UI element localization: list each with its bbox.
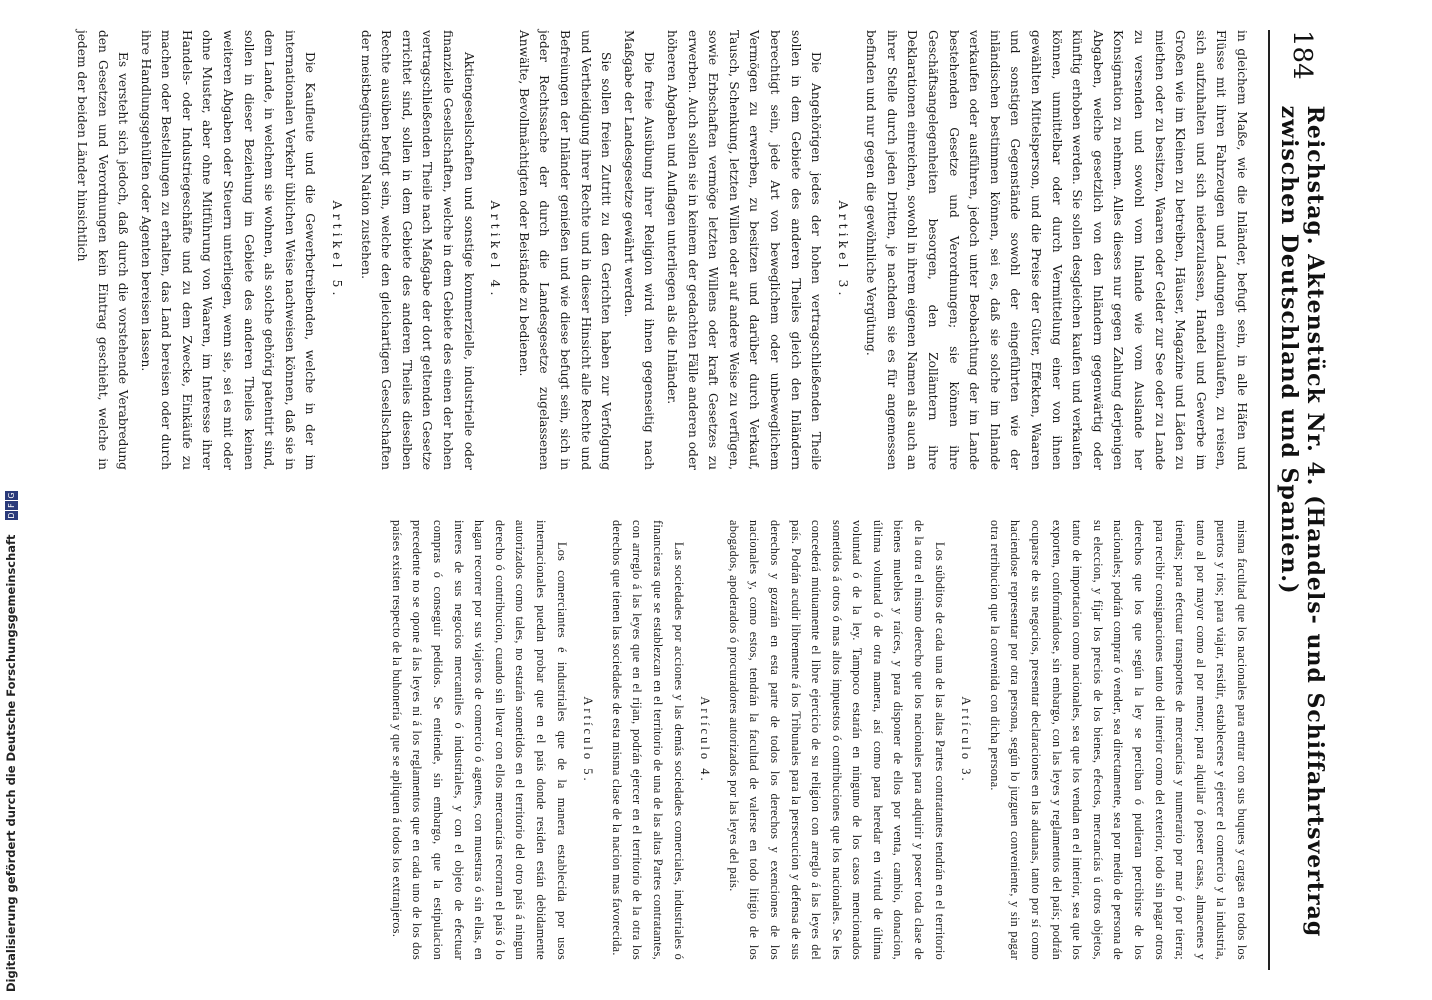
logo-letter: G: [7, 492, 16, 499]
digitization-credit: Digitalisierung gefördert durch die Deutsche Forschungsgemeinschaft: [4, 534, 18, 992]
header-rule: [1268, 30, 1270, 970]
dfg-logo: [5, 491, 18, 520]
paragraph: Aktiengesellschaften und sonstige kommerzielle, industrielle oder finanzielle Gesellschaften, welche in dem Gebiete des einen der hohen vertragschließenden Theile nach Maßgabe der dort geltenden Gesetze errichtet sind, sollen in dem Gebiete des anderen Theiles dieselben Rechte ausüben befugt sein, welche den gleichartigen Gesellschaften der meistbegünstigten Nation zustehen.: [358, 30, 476, 470]
rotated-document: [32, 0, 1332, 1000]
page-header: [1272, 30, 1332, 970]
paragraph: Sie sollen freien Zutritt zu den Gerichten haben zur Verfolgung und Vertheidigung ihrer Rechte und in dieser Hinsicht alle Rechte und Befreiungen der Inländer genießen und wie diese befugt sein, sich in jeder Rechtssache der durch die Landesgesetze zugelassenen Anwälte, Bevollmächtigten oder Beistände zu bedienen.: [516, 30, 614, 470]
paragraph: Die Kaufleute und die Gewerbetreibenden, welche in der im internationalen Verkehr üblichen Weise nachweisen können, daß sie in dem Lande, in welchem sie wohnen, als solche gehörig patentirt sind, sollen in dieser Beziehung im Gebiete des anderen Theiles keinen weiteren Abgaben oder Steuern unterliegen, wenn sie, sei es mit oder ohne Muster, aber ohne Mitführung von Waaren, im Interesse ihrer Handels- oder Industriegeschäfte und zu dem Zwecke, Einkäufe zu machen oder Bestellungen zu erhalten, das Land bereisen oder durch ihre Handlungsgehülfen oder Agenten bereisen lassen.: [138, 30, 318, 470]
article-heading: Artículo 5.: [581, 696, 596, 784]
credit-strip: [0, 0, 24, 1000]
logo-letter: F: [5, 501, 18, 510]
german-column: [69, 30, 1252, 470]
article-heading: Artikel 3.: [835, 200, 851, 300]
paragraph: Die freie Ausübung ihrer Religion wird ihnen gegenseitig nach Maßgabe der Landesgesetze gewährt werden.: [621, 30, 657, 470]
spanish-column: [384, 520, 1252, 960]
credit-rotated: [4, 0, 22, 1000]
page-number: 184: [1287, 30, 1317, 80]
logo-letter: D: [7, 512, 16, 519]
article-heading: Artikel 4.: [488, 200, 504, 300]
paragraph: misma facultad que los nacionales para entrar con sus buques y cargas en todos los puertos y rios; para viajar, residir, establecerse y ejercer el comercio y la industria, tanto al por mayor como al por menor; para alquilar ó poseer casas, almacenes y tiendas; para efectuar transportes de mercancías y numerario por mar ó por tierra; para recibir consignaciones tanto del interior como del exterior, todo sin pagar otros derechos que los que según la ley se perciban ó pudieran percibirse de los nacionales; podrán comprar ó vender, sea directamente, sea por medio de persona de su eleccion, y fijar los precios de los bienes, efectos, mercancías ú otros objetos, tanto de importacion como nacionales, sea que los vendan en el interior, sea que los exporten, conformándose, sin embargo, con las leyes y reglamentos del país; podrán ocuparse de sus negocios, presentar declaraciones en las aduanas, tanto por sí como haciendose representar por otra persona, según lo juzguen conveniente, y sin pagar otra retribucion que la convenida con dicha persona.: [987, 520, 1249, 960]
paragraph: Die Angehörigen jedes der hohen vertragschließenden Theile sollen in dem Gebiete des anderen Theiles gleich den Inländern berechtigt sein, jede Art von beweglichem oder unbeweglichem Vermögen zu erwerben, zu besitzen und darüber durch Verkauf, Tausch, Schenkung, letzten Willen oder auf andere Weise zu verfügen, sowie Erbschaften vermöge letzten Willens oder kraft Gesetzes zu erwerben. Auch sollen sie in keinem der gedachten Fälle anderen oder höheren Abgaben und Auflagen unterliegen als die Inländer.: [664, 30, 824, 470]
paragraph: Los comerciantes é industriales que de la manera establecida por usos internacionales puedan probar que en el país donde residen están debidamente autorizados como tales, no estarán sometidos en el territorio del otro país á ningun derecho ó contribucion, cuando sin llevar con ellos mercancías recorran el país ó lo hagan recorrer por sus viajeros de comercio ó agentes, con muestras ó sin ellas, en interes de sus negocios mercantiles ó industriales, y con el objeto de efectuar compras ó conseguir pedidos. Se entiende, sin embargo, que la estipulacion precedente no se opone á las leyes ni á los reglamentos que en cada uno de los dos países existen respecto de la buhonería y que se apliquen á todos los extranjeros.: [389, 520, 569, 960]
running-head: Reichstag. Aktenstück Nr. 4. (Handels- und Schiffahrtsvertrag zwischen Deutschland und Spanien.): [1276, 105, 1328, 938]
paragraph: Los súbditos de cada una de las altas Partes contratantes tendrán en el territorio de la otra el mismo derecho que los nacionales para adquirir y poseer toda clase de bienes muebles y raíces, y para disponer de ellos por venta, cambio, donacion, última voluntad ó de otra manera, así como para heredar en virtud de última voluntad ó de la ley. Tampoco estarán en ninguno de los casos mencionados sometidos á otros ó mas altos impuestos ó contribuciones que los nacionales. Se les concederá mútuamente el libre ejercicio de su religion con arreglo á las leyes del país. Podrán acudir libremente á los Tribunales para la persecucion y defensa de sus derechos y gozarán en esta parte de todos los derechos y exenciones de los nacionales y, como estos, tendrán la facultad de valerse en todo litigio de los abogados, apoderados ó procuradores autorizados por las leyes del país.: [726, 520, 947, 960]
article-heading: Artikel 5.: [330, 200, 346, 300]
paragraph: Es versteht sich jedoch, daß durch die vorstehende Verabredung den Gesetzen und Verordnungen kein Eintrag geschieht, welche in jedem der beiden Länder hinsichtlich: [74, 30, 131, 470]
paragraph: in gleichem Maße, wie die Inländer, befugt sein, in alle Häfen und Flüsse mit ihren Fahrzeugen und Ladungen einzulaufen, zu reisen, sich aufzuhalten und sich niederzulassen, Handel und Gewerbe im Großen wie im Kleinen zu betreiben, Häuser, Magazine und Läden zu miethen oder zu besitzen, Waaren oder Gelder zur See oder zu Lande zu versenden und sowohl vom Inlande wie vom Auslande her Konsignation zu nehmen. Alles dieses nur gegen Zahlung derjenigen Abgaben, welche gesetzlich von den Inländern gegenwärtig oder künftig erhoben werden. Sie sollen desgleichen kaufen und verkaufen können, unmittelbar oder durch Vermittelung einer von ihnen gewählten Mittelsperson, und die Preise der Güter, Effekten, Waaren und sonstigen Gegenstände sowohl der eingeführten wie der inländischen bestimmen können, sei es, daß sie solche im Inlande verkaufen oder ausführen, jedoch unter Beobachtung der im Lande bestehenden Gesetze und Verordnungen; sie können ihre Geschäftsangelegenheiten besorgen, den Zollämtern ihre Deklarationen einreichen, sowohl in ihrem eigenen Namen als auch an ihrer Stelle durch jeden Dritten, je nachdem sie es für angemessen befinden und nur gegen die gewöhnliche Vergütung.: [864, 30, 1249, 470]
article-heading: Artículo 3.: [959, 696, 974, 784]
article-heading: Artículo 4.: [698, 696, 713, 784]
paragraph: Las sociedades por acciones y las demás sociedades comerciales, industriales ó financieras que se establezcan en el territorio de una de las altas Partes contratantes, con arreglo á las leyes que en el rijan, podrán ejercer en el territorio de la otra los derechos que tienen las sociedades de esta misma clase de la nacion mas favorecida.: [609, 520, 686, 960]
